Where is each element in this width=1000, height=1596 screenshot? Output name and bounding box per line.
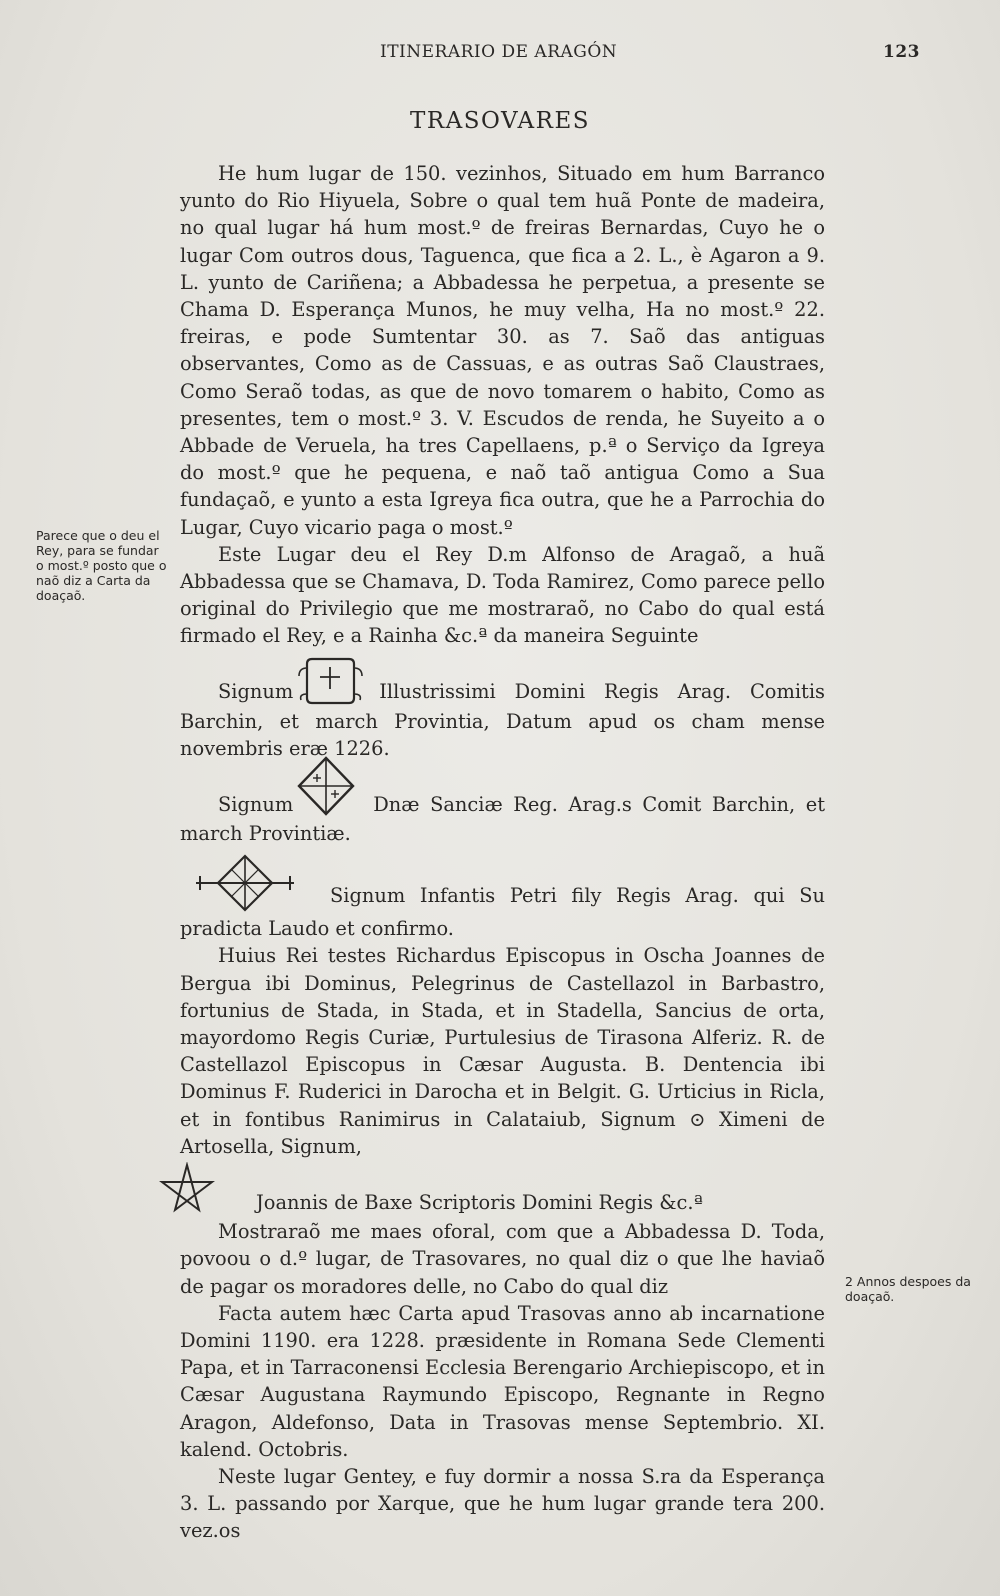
marginal-note-right: 2 Annos despoes da doaçaõ. <box>845 1274 971 1304</box>
signum-line-scribe <box>158 1162 825 1216</box>
signum-text: Joannis de Baxe Scriptoris Domini Regis &c.ª <box>256 1190 703 1214</box>
paragraph: Mostraraõ me maes oforal, com que a Abbadessa D. Toda, povoou o d.º lugar, de Trasovares, no qual diz o que lhe haviaõ de pagar os moradores delle, no Cabo do qual diz <box>180 1220 825 1298</box>
paragraph: Este Lugar deu el Rey D.m Alfonso de Aragaõ, a huã Abbadessa que se Chamava, D. Toda Ramirez, Como parece pello original do Privilegio que me mostraraõ, no Cabo do qual está firmado el Rey, e a Rainha &c.ª da maneira Seguinte <box>180 542 825 648</box>
running-title: ITINERARIO DE ARAGÓN <box>380 42 618 62</box>
royal-cross-seal-icon <box>293 656 365 706</box>
marginal-note-left: Parece que o deu el Rey, para se fundar o most.º posto que o naõ diz a Carta da doaçaõ. <box>36 528 167 603</box>
page-header <box>180 42 920 68</box>
diamond-cross-seal-icon <box>293 754 359 818</box>
signum-line-infante <box>180 851 825 915</box>
signum-line-queen <box>180 764 825 818</box>
signum-line-king <box>180 652 825 706</box>
infante-cross-seal-icon <box>190 852 300 914</box>
pentagram-seal-icon <box>158 1162 216 1216</box>
signum-word: Signum <box>218 680 294 704</box>
section-title: TRASOVARES <box>410 108 590 134</box>
signum-text: Illustrissimi Domini Regis Arag. Comitis <box>379 680 825 704</box>
paragraph: Neste lugar Gentey, e fuy dormir a nossa S.ra da Esperança 3. L. passando por Xarque, que he hum lugar grande tera 200. vez.os <box>180 1464 825 1543</box>
paragraph: Facta autem hæc Carta apud Trasovas anno ab incarnatione Domini 1190. era 1228. præsidente in Romana Sede Clementi Papa, et in Tarraconensi Ecclesia Berengario Archiepiscopo, et in Cæsar Augustana Raymundo Episcopo, Regnante in Regno Aragon, Aldefonso, Data in Trasovas mense Septembrio. XI. kalend. Octobris. <box>180 1301 825 1461</box>
page-number: 123 <box>883 42 920 62</box>
signum-text: Signum Infantis Petri fily Regis Arag. qui Su <box>330 883 825 907</box>
paragraph: march Provintiæ. <box>180 822 351 846</box>
paragraph: pradicta Laudo et confirmo. <box>180 917 454 941</box>
signum-word: Signum <box>218 792 294 816</box>
main-text <box>180 160 825 1545</box>
signum-text: Dnæ Sanciæ Reg. Arag.s Comit Barchin, et <box>373 792 825 816</box>
paragraph: Barchin, et march Provintia, Datum apud os cham mense novembris eræ 1226. <box>180 709 825 760</box>
paragraph: He hum lugar de 150. vezinhos, Situado em hum Barranco yunto do Rio Hiyuela, Sobre o qual tem huã Ponte de madeira, no qual lugar há hum most.º de freiras Bernardas, Cuyo he o lugar Com outros dous, Taguenca, que fica a 2. L., è Agaron a 9. L. yunto de Cariñena; a Abbadessa he perpetua, a presente se Chama D. Esperança Munos, he muy velha, Ha no most.º 22. freiras, e pode Sumtentar 30. as 7. Saõ das antiguas observantes, Como as de Cassuas, e as outras Saõ Claustraes, Como Seraõ todas, as que de novo tomarem o habito, Como as presentes, tem o most.º 3. V. Escudos de renda, he Suyeito a o Abbade de Veruela, ha tres Capellaens, p.ª o Serviço da Igreya do most.º que he pequena, e naõ taõ antigua Como a Sua fundaçaõ, e yunto a esta Igreya fica outra, que he a Parrochia do Lugar, Cuyo vicario paga o most.º <box>180 162 825 539</box>
paragraph: Huius Rei testes Richardus Episcopus in Oscha Joannes de Bergua ibi Dominus, Pelegrinus de Castellazol in Barbastro, fortunius de Stada, in Stada, et in Stadella, Sancius de orta, mayordomo Regis Curiæ, Purtulesius de Tirasona Alferiz. R. de Castellazol Episcopus in Cæsar Augusta. B. Dentencia ibi Dominus F. Ruderici in Darocha et in Belgit. G. Urticius in Ricla, et in fontibus Ranimirus in Calataiub, Signum ⊙ Ximeni de Artosella, Signum, <box>180 944 825 1158</box>
